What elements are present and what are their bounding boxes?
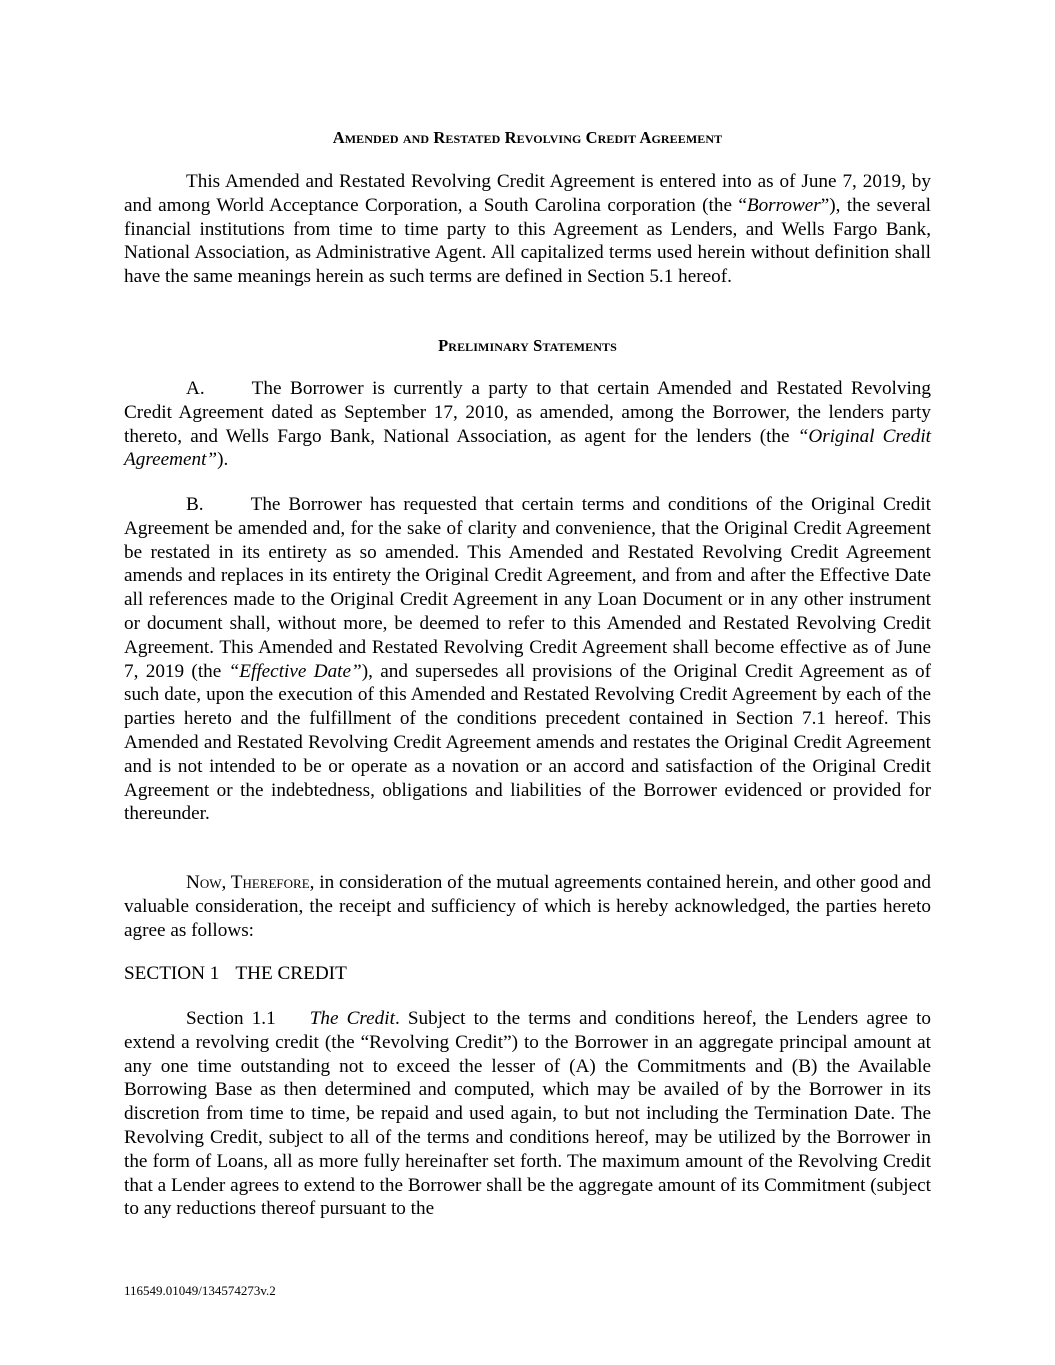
section-1-heading (124, 962, 347, 986)
statement-a-text-1: The Borrower is currently a party to that certain Amended and Restated Revolving Credit Agreement dated as September 17, 2010, as amended, among the Borrower, the lenders party thereto, and Wells Fargo Bank, National Association, as agent for the lenders (the (124, 378, 931, 447)
section-1-1-paragraph (124, 1007, 931, 1221)
effective-date-term: “Effective Date” (228, 660, 362, 682)
document-title: Amended and Restated Revolving Credit Agreement (332, 128, 723, 147)
statement-a-text-2: ). (217, 449, 229, 471)
statement-b-text-1: The Borrower has requested that certain terms and conditions of the Original Credit Agreement be amended and, for the sake of clarity and convenience, that the Original Credit Agreement be restated in its entirety as so amended. This Amended and Restated Revolving Credit Agreement amends and replaces in its entirety the Original Credit Agreement, and from and after the Effective Date all references made to the Original Credit Agreement in any Loan Document or in any other instrument or document shall, without more, be deemed to refer to this Amended and Restated Revolving Credit Agreement. This Amended and Restated Revolving Credit Agreement shall become effective as of June 7, 2019 (the (124, 494, 931, 682)
intro-paragraph (124, 170, 931, 289)
now-therefore-lead: Now, Therefore (186, 872, 310, 893)
section-1-1-caption: The Credit (309, 1008, 395, 1029)
borrower-term: Borrower (746, 194, 821, 216)
statement-a-label: A. (186, 378, 205, 399)
section-1-1-text: . Subject to the terms and conditions hereof, the Lenders agree to extend a revolving credit (the “Revolving Credit”) to the Borrower in an aggregate principal amount at any one time outstanding not to exceed the lesser of (A) the Commitments and (B) the Available Borrowing Base as then determined and computed, which may be availed of by the Borrower in its discretion from time to time, be repaid and used again, to but not including the Termination Date. The Revolving Credit, subject to all of the terms and conditions hereof, may be utilized by the Borrower in the form of Loans, all as more fully hereinafter set forth. The maximum amount of the Revolving Credit that a Lender agrees to extend to the Borrower shall be the aggregate amount of its Commitment (subject to any reductions thereof pursuant to the (124, 1008, 931, 1220)
now-therefore-text: , in consideration of the mutual agreements contained herein, and other good and valuable consideration, the receipt and sufficiency of which is hereby acknowledged, the parties hereto agree as follows: (124, 872, 932, 941)
intro-text-2: ”), the several financial institutions from time to time party to this Agreement as Lenders, and Wells Fargo Bank, National Association, as Administrative Agent. All capitalized terms used herein without definition shall have the same meanings herein as such terms are defined in Section 5.1 hereof. (124, 194, 931, 288)
document-id-footer: 116549.01049/134574273v.2 (124, 1283, 276, 1298)
original-credit-agreement-term: “Original Credit Agreement” (124, 425, 931, 471)
statement-a-paragraph (124, 377, 931, 472)
section-1-title: THE CREDIT (235, 963, 347, 984)
now-therefore-paragraph (124, 871, 931, 942)
section-1-1-label: Section 1.1 (186, 1008, 276, 1029)
statement-b-label: B. (186, 494, 204, 515)
section-1-number: SECTION 1 (124, 963, 220, 984)
intro-text-1: This Amended and Restated Revolving Credit Agreement is entered into as of June 7, 2019, by and among World Acceptance Corporation, a South Carolina corporation (the “ (124, 171, 931, 216)
statement-b-text-2: ), and supersedes all provisions of the Original Credit Agreement as of such date, upon the execution of this Amended and Restated Revolving Credit Agreement by each of the parties hereto and the fulfillment of the conditions precedent contained in Section 7.1 hereof. This Amended and Restated Revolving Credit Agreement amends and restates the Original Credit Agreement and is not intended to be or operate as a novation or an accord and satisfaction of the Original Credit Agreement or the indebtedness, obligations and liabilities of the Borrower evidenced or provided for thereunder. (124, 660, 931, 825)
statement-b-paragraph (124, 493, 931, 826)
preliminary-statements-heading: Preliminary Statements (438, 336, 617, 355)
